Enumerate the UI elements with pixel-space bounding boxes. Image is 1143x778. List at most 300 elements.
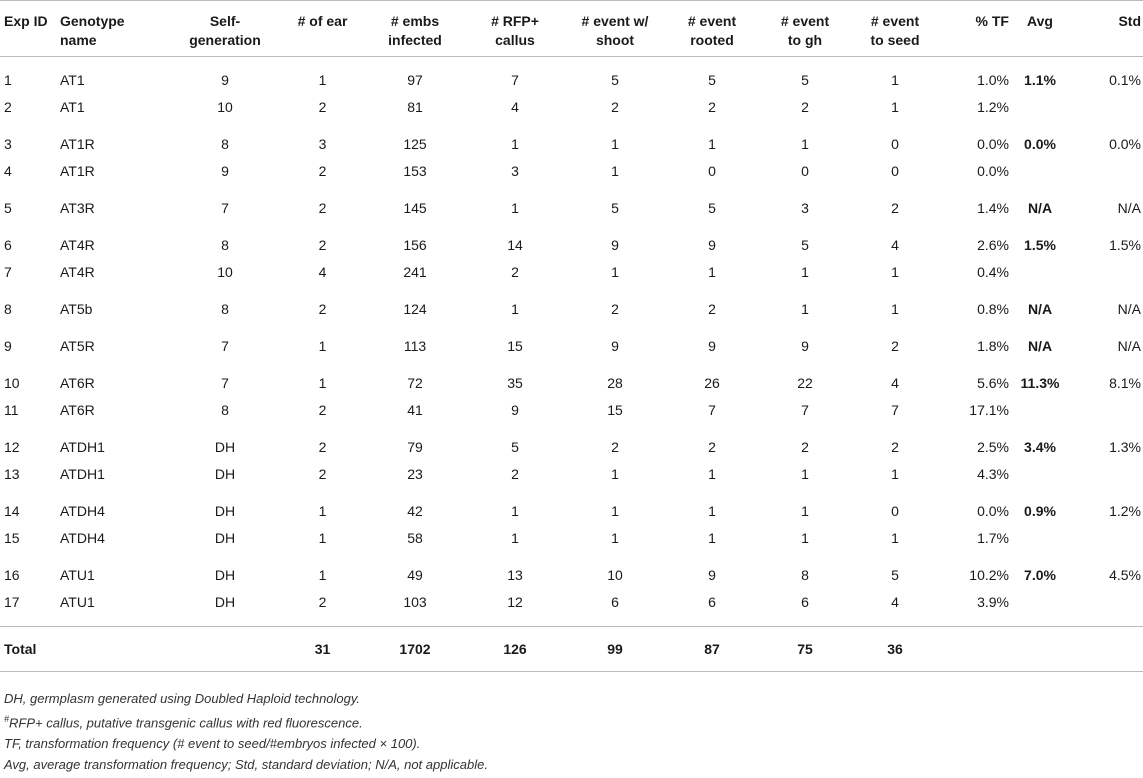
- cell-rfp-callus: 12: [507, 594, 523, 610]
- cell-avg: 1.5%: [1024, 237, 1056, 253]
- cell-genotype-name: AT1R: [60, 163, 95, 179]
- cell-embs-infected: 49: [407, 567, 423, 583]
- cell-event-shoot: 1: [611, 530, 619, 546]
- cell-pct-tf: 2.5%: [977, 439, 1009, 455]
- table-row: [0, 232, 1143, 259]
- footnote: [4, 688, 488, 709]
- cell-genotype-name: AT5R: [60, 338, 95, 354]
- cell-event-shoot: 2: [611, 301, 619, 317]
- cell-avg: [1011, 158, 1069, 185]
- footnote-text: RFP+ callus, putative transgenic callus with red fluorescence.: [9, 715, 363, 731]
- spacer-cell: [0, 185, 1143, 195]
- cell-pct-tf: 1.4%: [977, 200, 1009, 216]
- cell-event-gh: 0: [801, 163, 809, 179]
- spacer-cell: [0, 57, 1143, 68]
- group-spacer: [0, 488, 1143, 498]
- header-line: # embs: [390, 13, 440, 29]
- cell-event-gh: 2: [801, 439, 809, 455]
- cell-self-generation: DH: [214, 567, 236, 583]
- cell-event-seed: 1: [891, 72, 899, 88]
- cell-event-shoot: 1: [611, 503, 619, 519]
- header-rfp-callus: [465, 1, 565, 57]
- spacer-cell: [0, 360, 1143, 370]
- cell-event-seed: 4: [891, 594, 899, 610]
- cell-event-rooted: 1: [708, 530, 716, 546]
- cell-rfp-callus: 1: [511, 301, 519, 317]
- table-row: [0, 589, 1143, 616]
- cell-embs-infected: 58: [407, 530, 423, 546]
- total-num-ear: 31: [280, 627, 365, 672]
- header-line: Std: [1118, 13, 1141, 29]
- cell-pct-tf: 4.3%: [977, 466, 1009, 482]
- cell-event-rooted: 1: [708, 466, 716, 482]
- cell-rfp-callus: 1: [511, 530, 519, 546]
- header-exp-id: [0, 1, 58, 57]
- spacer-cell: [0, 286, 1143, 296]
- cell-pct-tf: 2.6%: [977, 237, 1009, 253]
- header-event-seed: [851, 1, 939, 57]
- cell-genotype-name: AT1: [60, 72, 85, 88]
- table-row: [0, 461, 1143, 488]
- table-row: [0, 195, 1143, 222]
- cell-num-ear: 1: [318, 530, 327, 546]
- cell-genotype-name: AT6R: [60, 402, 95, 418]
- cell-rfp-callus: 4: [511, 99, 519, 115]
- cell-self-generation: DH: [214, 594, 236, 610]
- cell-exp-id: 10: [4, 375, 20, 391]
- cell-self-generation: 7: [221, 200, 229, 216]
- cell-embs-infected: 23: [407, 466, 423, 482]
- table-row: [0, 333, 1143, 360]
- header-genotype-name: [58, 1, 170, 57]
- cell-self-generation: DH: [214, 439, 236, 455]
- cell-exp-id: 11: [4, 402, 19, 418]
- cell-genotype-name: AT4R: [60, 237, 95, 253]
- cell-rfp-callus: 1: [511, 136, 519, 152]
- cell-event-gh: 5: [801, 237, 809, 253]
- header-line: to seed: [870, 32, 920, 48]
- cell-avg: 1.1%: [1024, 72, 1056, 88]
- cell-exp-id: 3: [4, 136, 12, 152]
- cell-event-rooted: 5: [708, 72, 716, 88]
- cell-genotype-name: AT4R: [60, 264, 95, 280]
- group-spacer: [0, 57, 1143, 68]
- cell-event-rooted: 2: [708, 301, 716, 317]
- cell-exp-id: 14: [4, 503, 20, 519]
- cell-event-seed: 1: [891, 264, 899, 280]
- cell-avg: 7.0%: [1024, 567, 1056, 583]
- cell-rfp-callus: 13: [507, 567, 523, 583]
- cell-std: 0.0%: [1109, 136, 1141, 152]
- cell-exp-id: 13: [4, 466, 20, 482]
- header-line: rooted: [690, 32, 734, 48]
- cell-num-ear: 2: [318, 301, 327, 317]
- cell-num-ear: 4: [318, 264, 327, 280]
- cell-num-ear: 1: [318, 338, 327, 354]
- cell-event-shoot: 28: [607, 375, 623, 391]
- cell-embs-infected: 41: [407, 402, 423, 418]
- total-genotype-name: [58, 627, 170, 672]
- cell-genotype-name: ATDH1: [60, 466, 105, 482]
- header-event-gh: [759, 1, 851, 57]
- cell-genotype-name: AT1: [60, 99, 85, 115]
- footnotes: [4, 688, 488, 775]
- cell-event-shoot: 1: [611, 136, 619, 152]
- cell-avg: [1011, 259, 1069, 286]
- cell-avg: N/A: [1027, 338, 1053, 354]
- header-std: [1069, 1, 1143, 57]
- cell-std: N/A: [1117, 200, 1141, 216]
- cell-exp-id: 15: [4, 530, 20, 546]
- cell-num-ear: 2: [318, 99, 327, 115]
- cell-rfp-callus: 9: [511, 402, 519, 418]
- cell-event-gh: 1: [801, 264, 809, 280]
- table-row: [0, 158, 1143, 185]
- cell-num-ear: 1: [318, 567, 327, 583]
- cell-rfp-callus: 14: [507, 237, 523, 253]
- header-line: # event: [870, 13, 920, 29]
- cell-genotype-name: AT3R: [60, 200, 95, 216]
- cell-rfp-callus: 2: [511, 264, 519, 280]
- cell-avg: N/A: [1027, 301, 1053, 317]
- cell-exp-id: 12: [4, 439, 20, 455]
- cell-embs-infected: 145: [403, 200, 427, 216]
- footnote-text: TF, transformation frequency (# event to seed/#embryos infected × 100).: [4, 736, 421, 752]
- total-exp-id: Total: [0, 627, 58, 672]
- cell-avg: [1011, 94, 1069, 121]
- cell-rfp-callus: 7: [511, 72, 519, 88]
- cell-event-rooted: 5: [708, 200, 716, 216]
- header-line: # event: [687, 13, 737, 29]
- spacer-cell: [0, 121, 1143, 131]
- header-line: name: [60, 32, 97, 48]
- cell-event-seed: 1: [891, 530, 899, 546]
- total-self-generation: [170, 627, 280, 672]
- cell-self-generation: 9: [221, 72, 229, 88]
- total-std: [1069, 627, 1143, 672]
- cell-event-rooted: 9: [708, 567, 716, 583]
- cell-event-shoot: 15: [607, 402, 623, 418]
- cell-event-seed: 2: [891, 200, 899, 216]
- header-pct-tf: [939, 1, 1011, 57]
- cell-event-seed: 7: [891, 402, 899, 418]
- cell-self-generation: DH: [214, 530, 236, 546]
- cell-event-gh: 22: [797, 375, 813, 391]
- cell-std: [1069, 397, 1143, 424]
- cell-pct-tf: 0.0%: [977, 136, 1009, 152]
- cell-event-seed: 1: [891, 466, 899, 482]
- footnote-text: Avg, average transformation frequency; Std, standard deviation; N/A, not applicable.: [4, 757, 488, 773]
- cell-event-shoot: 5: [611, 72, 619, 88]
- cell-event-rooted: 2: [708, 439, 716, 455]
- cell-event-seed: 2: [891, 439, 899, 455]
- total-rfp-callus: 126: [465, 627, 565, 672]
- cell-event-rooted: 1: [708, 264, 716, 280]
- cell-event-shoot: 6: [611, 594, 619, 610]
- cell-num-ear: 3: [318, 136, 327, 152]
- cell-avg: [1011, 589, 1069, 616]
- cell-avg: 0.9%: [1024, 503, 1056, 519]
- footnote: [4, 754, 488, 775]
- cell-avg: [1011, 525, 1069, 552]
- cell-event-gh: 6: [801, 594, 809, 610]
- cell-embs-infected: 241: [403, 264, 427, 280]
- table-row: [0, 397, 1143, 424]
- cell-event-gh: 1: [801, 136, 809, 152]
- cell-num-ear: 2: [318, 163, 327, 179]
- cell-embs-infected: 72: [407, 375, 423, 391]
- cell-embs-infected: 81: [407, 99, 423, 115]
- header-line: Self-: [209, 13, 241, 29]
- cell-embs-infected: 113: [403, 338, 427, 354]
- cell-pct-tf: 3.9%: [977, 594, 1009, 610]
- cell-std: 1.3%: [1109, 439, 1141, 455]
- cell-event-shoot: 1: [611, 264, 619, 280]
- group-spacer: [0, 121, 1143, 131]
- cell-std: 8.1%: [1109, 375, 1141, 391]
- header-embs-infected: [365, 1, 465, 57]
- table-row: [0, 498, 1143, 525]
- cell-std: N/A: [1117, 338, 1141, 354]
- cell-event-shoot: 1: [611, 163, 619, 179]
- cell-event-seed: 4: [891, 375, 899, 391]
- total-event-seed: 36: [851, 627, 939, 672]
- cell-exp-id: 5: [4, 200, 12, 216]
- cell-event-gh: 8: [801, 567, 809, 583]
- cell-exp-id: 2: [4, 99, 12, 115]
- table-row: [0, 370, 1143, 397]
- cell-num-ear: 2: [318, 466, 327, 482]
- cell-event-shoot: 10: [607, 567, 623, 583]
- cell-std: [1069, 589, 1143, 616]
- header-line: infected: [388, 32, 442, 48]
- cell-exp-id: 16: [4, 567, 20, 583]
- cell-avg: 3.4%: [1024, 439, 1056, 455]
- cell-exp-id: 1: [4, 72, 12, 88]
- cell-event-rooted: 26: [704, 375, 720, 391]
- cell-self-generation: 8: [221, 301, 229, 317]
- footnote: [4, 709, 488, 733]
- cell-num-ear: 2: [318, 237, 327, 253]
- group-spacer: [0, 424, 1143, 434]
- cell-num-ear: 2: [318, 439, 327, 455]
- footnote-text: DH, germplasm generated using Doubled Haploid technology.: [4, 691, 361, 706]
- cell-exp-id: 7: [4, 264, 12, 280]
- cell-std: [1069, 259, 1143, 286]
- cell-embs-infected: 42: [407, 503, 423, 519]
- cell-event-gh: 1: [801, 503, 809, 519]
- spacer-cell: [0, 222, 1143, 232]
- header-line: Exp ID: [4, 13, 48, 29]
- cell-event-gh: 1: [801, 530, 809, 546]
- cell-event-gh: 2: [801, 99, 809, 115]
- table-row: [0, 562, 1143, 589]
- table-row: [0, 434, 1143, 461]
- cell-pct-tf: 5.6%: [977, 375, 1009, 391]
- cell-embs-infected: 125: [403, 136, 427, 152]
- total-embs-infected: 1702: [365, 627, 465, 672]
- cell-rfp-callus: 1: [511, 200, 519, 216]
- cell-genotype-name: ATDH4: [60, 530, 105, 546]
- cell-genotype-name: ATU1: [60, 567, 95, 583]
- header-line: # event w/: [581, 13, 649, 29]
- cell-self-generation: 10: [217, 99, 233, 115]
- total-pct-tf: [939, 627, 1011, 672]
- cell-self-generation: 8: [221, 136, 229, 152]
- group-spacer: [0, 185, 1143, 195]
- cell-num-ear: 1: [318, 72, 327, 88]
- header-line: shoot: [595, 32, 635, 48]
- header-avg: [1011, 1, 1069, 57]
- cell-event-seed: 2: [891, 338, 899, 354]
- cell-avg: [1011, 397, 1069, 424]
- cell-avg: N/A: [1027, 200, 1053, 216]
- cell-num-ear: 1: [318, 375, 327, 391]
- cell-pct-tf: 1.8%: [977, 338, 1009, 354]
- cell-event-shoot: 9: [611, 338, 619, 354]
- cell-pct-tf: 0.0%: [977, 503, 1009, 519]
- cell-event-gh: 1: [801, 466, 809, 482]
- cell-event-seed: 0: [891, 136, 899, 152]
- cell-exp-id: 9: [4, 338, 12, 354]
- cell-self-generation: 7: [221, 338, 229, 354]
- cell-event-gh: 7: [801, 402, 809, 418]
- cell-event-gh: 1: [801, 301, 809, 317]
- cell-avg: [1011, 461, 1069, 488]
- cell-std: [1069, 525, 1143, 552]
- cell-event-rooted: 9: [708, 237, 716, 253]
- cell-self-generation: 8: [221, 237, 229, 253]
- cell-genotype-name: ATU1: [60, 594, 95, 610]
- header-row: [0, 1, 1143, 57]
- cell-rfp-callus: 35: [507, 375, 523, 391]
- total-event-gh: 75: [759, 627, 851, 672]
- spacer-cell: [0, 323, 1143, 333]
- cell-exp-id: 8: [4, 301, 12, 317]
- cell-event-gh: 9: [801, 338, 809, 354]
- cell-event-rooted: 2: [708, 99, 716, 115]
- total-row: [0, 627, 1143, 672]
- header-line: callus: [495, 32, 535, 48]
- cell-genotype-name: AT1R: [60, 136, 95, 152]
- cell-pct-tf: 0.0%: [977, 163, 1009, 179]
- group-spacer: [0, 323, 1143, 333]
- cell-pct-tf: 1.0%: [977, 72, 1009, 88]
- table-row: [0, 67, 1143, 94]
- cell-self-generation: 10: [217, 264, 233, 280]
- spacer-cell: [0, 552, 1143, 562]
- cell-self-generation: 7: [221, 375, 229, 391]
- cell-avg: 0.0%: [1024, 136, 1056, 152]
- cell-event-rooted: 6: [708, 594, 716, 610]
- group-spacer: [0, 552, 1143, 562]
- spacer-cell: [0, 488, 1143, 498]
- header-line: Avg: [1027, 13, 1053, 29]
- cell-event-shoot: 5: [611, 200, 619, 216]
- cell-self-generation: DH: [214, 466, 236, 482]
- group-spacer: [0, 360, 1143, 370]
- footnote: [4, 733, 488, 754]
- table-row: [0, 94, 1143, 121]
- group-spacer: [0, 286, 1143, 296]
- header-line: Genotype: [60, 13, 125, 29]
- group-spacer: [0, 616, 1143, 627]
- cell-pct-tf: 17.1%: [969, 402, 1009, 418]
- cell-event-rooted: 1: [708, 503, 716, 519]
- cell-event-shoot: 2: [611, 439, 619, 455]
- cell-pct-tf: 0.4%: [977, 264, 1009, 280]
- footnote-marker: #: [4, 714, 10, 724]
- cell-self-generation: 8: [221, 402, 229, 418]
- cell-event-seed: 0: [891, 163, 899, 179]
- cell-std: N/A: [1117, 301, 1141, 317]
- cell-std: 1.5%: [1109, 237, 1141, 253]
- table-row: [0, 525, 1143, 552]
- cell-num-ear: 2: [318, 402, 327, 418]
- cell-event-shoot: 2: [611, 99, 619, 115]
- cell-embs-infected: 103: [403, 594, 427, 610]
- cell-event-seed: 5: [891, 567, 899, 583]
- cell-event-rooted: 0: [708, 163, 716, 179]
- cell-num-ear: 2: [318, 200, 327, 216]
- header-num-ear: [280, 1, 365, 57]
- cell-std: 1.2%: [1109, 503, 1141, 519]
- table-row: [0, 131, 1143, 158]
- header-event-rooted: [665, 1, 759, 57]
- cell-rfp-callus: 3: [511, 163, 519, 179]
- cell-std: 0.1%: [1109, 72, 1141, 88]
- cell-exp-id: 17: [4, 594, 20, 610]
- header-line: to gh: [787, 32, 823, 48]
- cell-event-shoot: 1: [611, 466, 619, 482]
- cell-rfp-callus: 5: [511, 439, 519, 455]
- spacer-cell: [0, 616, 1143, 627]
- table-row: [0, 296, 1143, 323]
- cell-num-ear: 2: [318, 594, 327, 610]
- cell-self-generation: 9: [221, 163, 229, 179]
- cell-genotype-name: ATDH4: [60, 503, 105, 519]
- cell-std: [1069, 461, 1143, 488]
- cell-embs-infected: 124: [403, 301, 427, 317]
- table-body: [0, 57, 1143, 672]
- cell-event-seed: 1: [891, 99, 899, 115]
- cell-event-seed: 1: [891, 301, 899, 317]
- cell-event-seed: 4: [891, 237, 899, 253]
- cell-std: [1069, 94, 1143, 121]
- table-row: [0, 259, 1143, 286]
- cell-embs-infected: 97: [407, 72, 423, 88]
- cell-event-seed: 0: [891, 503, 899, 519]
- cell-exp-id: 4: [4, 163, 12, 179]
- cell-rfp-callus: 15: [507, 338, 523, 354]
- cell-embs-infected: 79: [407, 439, 423, 455]
- cell-event-rooted: 9: [708, 338, 716, 354]
- cell-genotype-name: ATDH1: [60, 439, 105, 455]
- cell-self-generation: DH: [214, 503, 236, 519]
- cell-pct-tf: 1.2%: [977, 99, 1009, 115]
- cell-event-rooted: 7: [708, 402, 716, 418]
- cell-std: 4.5%: [1109, 567, 1141, 583]
- cell-event-shoot: 9: [611, 237, 619, 253]
- cell-genotype-name: AT6R: [60, 375, 95, 391]
- header-event-shoot: [565, 1, 665, 57]
- cell-pct-tf: 10.2%: [969, 567, 1009, 583]
- header-line: % TF: [975, 13, 1009, 29]
- cell-num-ear: 1: [318, 503, 327, 519]
- cell-genotype-name: AT5b: [60, 301, 93, 317]
- cell-pct-tf: 0.8%: [977, 301, 1009, 317]
- cell-event-gh: 5: [801, 72, 809, 88]
